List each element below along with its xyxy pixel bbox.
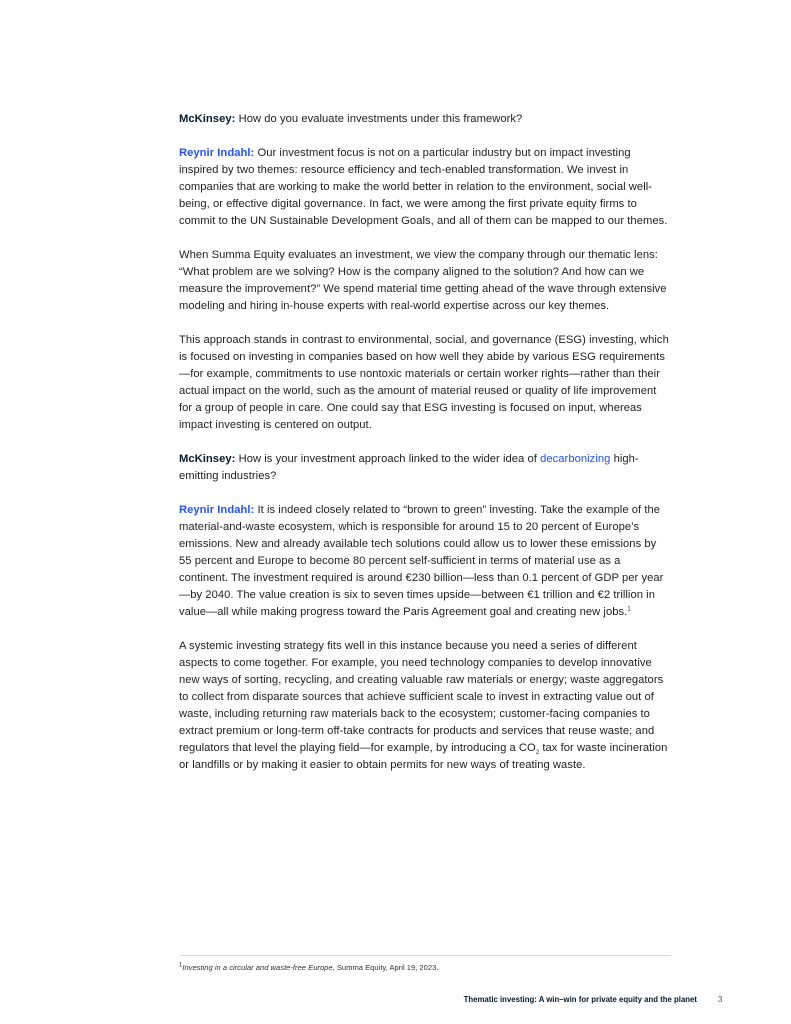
footnote-source: , Summa Equity, April 19, 2023. <box>332 963 439 972</box>
question-text: How do you evaluate investments under this framework? <box>238 113 523 125</box>
page-number: 3 <box>718 995 723 1004</box>
paragraph-esg-contrast: This approach stands in contrast to environmental, social, and governance (ESG) investing, which is focused on investing in companies based on how well they abide by various ESG requirements—for example, commitments to use nontoxic materials or certain worker rights—rather than their actual impact on the world, such as the amount of material reused or quality of life improvement for a group of people in care. One could say that ESG investing is focused on input, whereas impact investing is centered on output. <box>179 334 669 431</box>
co2-subscript: 2 <box>535 750 540 757</box>
paragraph-text-after: tax for waste incineration or landfills or by making it easier to obtain permits for new ways of treating waste. <box>179 742 668 771</box>
answer-2 <box>179 502 671 621</box>
question-text-after: high-emitting industries? <box>179 453 639 482</box>
question-1 <box>179 111 671 128</box>
speaker-reynir-indahl: Reynir Indahl: <box>179 504 255 516</box>
footnote-title: Investing in a circular and waste-free Europe <box>182 963 333 972</box>
footnote-divider <box>179 955 671 956</box>
decarbonizing-link[interactable]: decarbonizing <box>540 453 611 465</box>
speaker-mckinsey: McKinsey: <box>179 113 236 125</box>
footnote-number: 1 <box>179 962 183 969</box>
speaker-mckinsey: McKinsey: <box>179 453 236 465</box>
page-footer <box>0 994 791 1008</box>
answer-text: It is indeed closely related to “brown to green” investing. Take the example of the material-and-waste ecosystem, which is responsible for around 15 to 20 percent of Europe’s emissions. New and already available tech solutions could allow us to lower these emissions by 55 percent and Europe to become 80 percent self-sufficient in terms of material use as a continent. The investment required is around €230 billion—less than 0.1 percent of GDP per year—by 2040. The value creation is six to seven times upside—between €1 trillion and €2 trillion in value—all while making progress toward the Paris Agreement goal and creating new jobs. <box>179 504 664 618</box>
footnote <box>179 962 671 973</box>
speaker-reynir-indahl: Reynir Indahl: <box>179 147 255 159</box>
paragraph-text-before: A systemic investing strategy fits well in this instance because you need a series of different aspects to come together. For example, you need technology companies to develop innovative new ways of sorting, recycling, and creating valuable raw materials or energy; waste aggregators to collect from disparate sources that achieve sufficient scale to invest in extracting value out of waste, including returning raw materials back to the ecosystem; customer-facing companies to extract premium or long-term off-take contracts for products and services that reuse waste; and regulators that level the playing field—for example, by introducing a CO <box>179 640 664 754</box>
question-text-before: How is your investment approach linked to the wider idea of <box>238 453 537 465</box>
footnote-reference[interactable]: 1 <box>627 606 631 613</box>
paragraph-thematic-lens: When Summa Equity evaluates an investment, we view the company through our thematic lens: “What problem are we solving? How is the company aligned to the solution? And how can we measure the improvement?” We spend material time getting ahead of the wave through extensive modeling and hiring in-house experts with real-world expertise across our key themes. <box>179 249 667 312</box>
paragraph-systemic-strategy <box>179 638 671 774</box>
interview-body <box>179 111 671 791</box>
question-2 <box>179 451 671 485</box>
answer-text: Our investment focus is not on a particular industry but on impact investing inspired by two themes: resource efficiency and tech-enabled transformation. We invest in companies that are working to make the world better in relation to the environment, social well-being, or effective digital governance. In fact, we were among the first private equity firms to commit to the UN Sustainable Development Goals, and all of them can be mapped to our themes. <box>179 147 668 227</box>
footer-title: Thematic investing: A win–win for private equity and the planet <box>463 995 697 1004</box>
answer-1 <box>179 145 671 230</box>
